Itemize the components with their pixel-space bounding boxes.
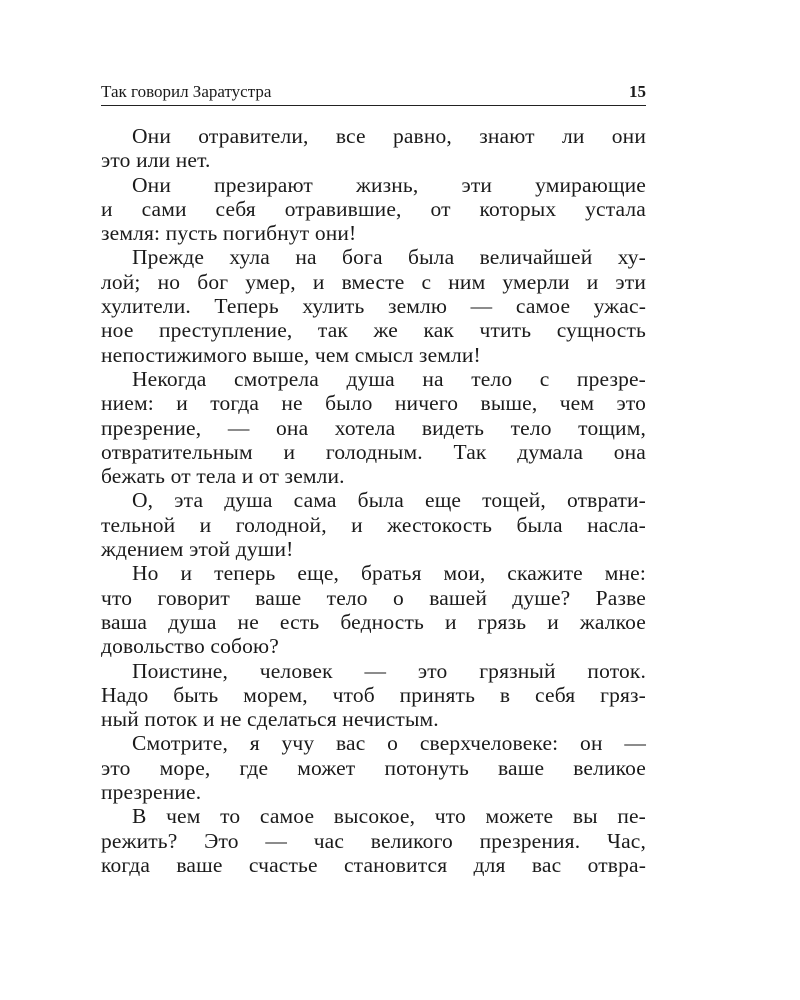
text-line: лой; но бог умер, и вместе с ним умерли и эти: [101, 269, 646, 294]
text-line: что говорит ваше тело о вашей душе? Разве: [101, 585, 646, 610]
paragraph: [101, 124, 646, 173]
paragraph: [101, 173, 646, 246]
text-line: презрение, — она хотела видеть тело тощим,: [101, 415, 646, 440]
text-line: бежать от тела и от земли.: [101, 464, 345, 489]
text-line: отвратительным и голодным. Так думала она: [101, 439, 646, 464]
text-line: когда ваше счастье становится для вас отвра-: [101, 852, 646, 877]
text-line: ное преступление, так же как чтить сущность: [101, 318, 646, 343]
paragraph: [101, 245, 646, 366]
running-header: [101, 78, 646, 106]
text-line: Поистине, человек — это грязный поток.: [132, 658, 646, 683]
paragraph: [101, 659, 646, 732]
paragraph: [101, 804, 646, 877]
text-line: Они презирают жизнь, эти умирающие: [132, 172, 646, 197]
text-line: тельной и голодной, и жестокость была насла-: [101, 512, 646, 537]
text-line: нием: и тогда не было ничего выше, чем это: [101, 391, 646, 416]
text-line: хулители. Теперь хулить землю — самое ужас-: [101, 294, 646, 319]
paragraph: [101, 367, 646, 488]
paragraph: [101, 731, 646, 804]
text-line: Некогда смотрела душа на тело с презре-: [132, 366, 646, 391]
text-line: Они отравители, все равно, знают ли они: [132, 124, 646, 148]
text-line: непостижимого выше, чем смысл земли!: [101, 342, 481, 367]
book-title: Так говорил Заратустра: [101, 82, 272, 101]
text-line: Но и теперь еще, братья мои, скажите мне:: [132, 561, 646, 586]
text-line: Надо быть морем, чтоб принять в себя гряз-: [101, 682, 646, 707]
text-line: режить? Это — час великого презрения. Час,: [101, 828, 646, 853]
paragraph: [101, 488, 646, 561]
page-number: 15: [629, 82, 646, 101]
text-line: ждением этой души!: [101, 537, 294, 562]
text-line: О, эта душа сама была еще тощей, отврати-: [132, 488, 646, 513]
paragraph: [101, 561, 646, 658]
text-line: земля: пусть погибнут они!: [101, 221, 357, 246]
text-line: В чем то самое высокое, что можете вы пе-: [132, 804, 646, 829]
text-line: довольство собою?: [101, 634, 279, 659]
text-line: и сами себя отравившие, от которых устала: [101, 196, 646, 221]
text-line: это или нет.: [101, 148, 211, 173]
text-line: Прежде хула на бога была величайшей ху-: [132, 245, 646, 270]
text-line: Смотрите, я учу вас о сверхчеловеке: он —: [132, 731, 646, 756]
body-text: [101, 124, 646, 877]
text-line: презрение.: [101, 780, 202, 805]
book-page: [101, 78, 646, 877]
text-line: ваша душа не есть бедность и грязь и жалкое: [101, 609, 646, 634]
text-line: ный поток и не сделаться нечистым.: [101, 707, 439, 732]
text-line: это море, где может потонуть ваше великое: [101, 755, 646, 780]
